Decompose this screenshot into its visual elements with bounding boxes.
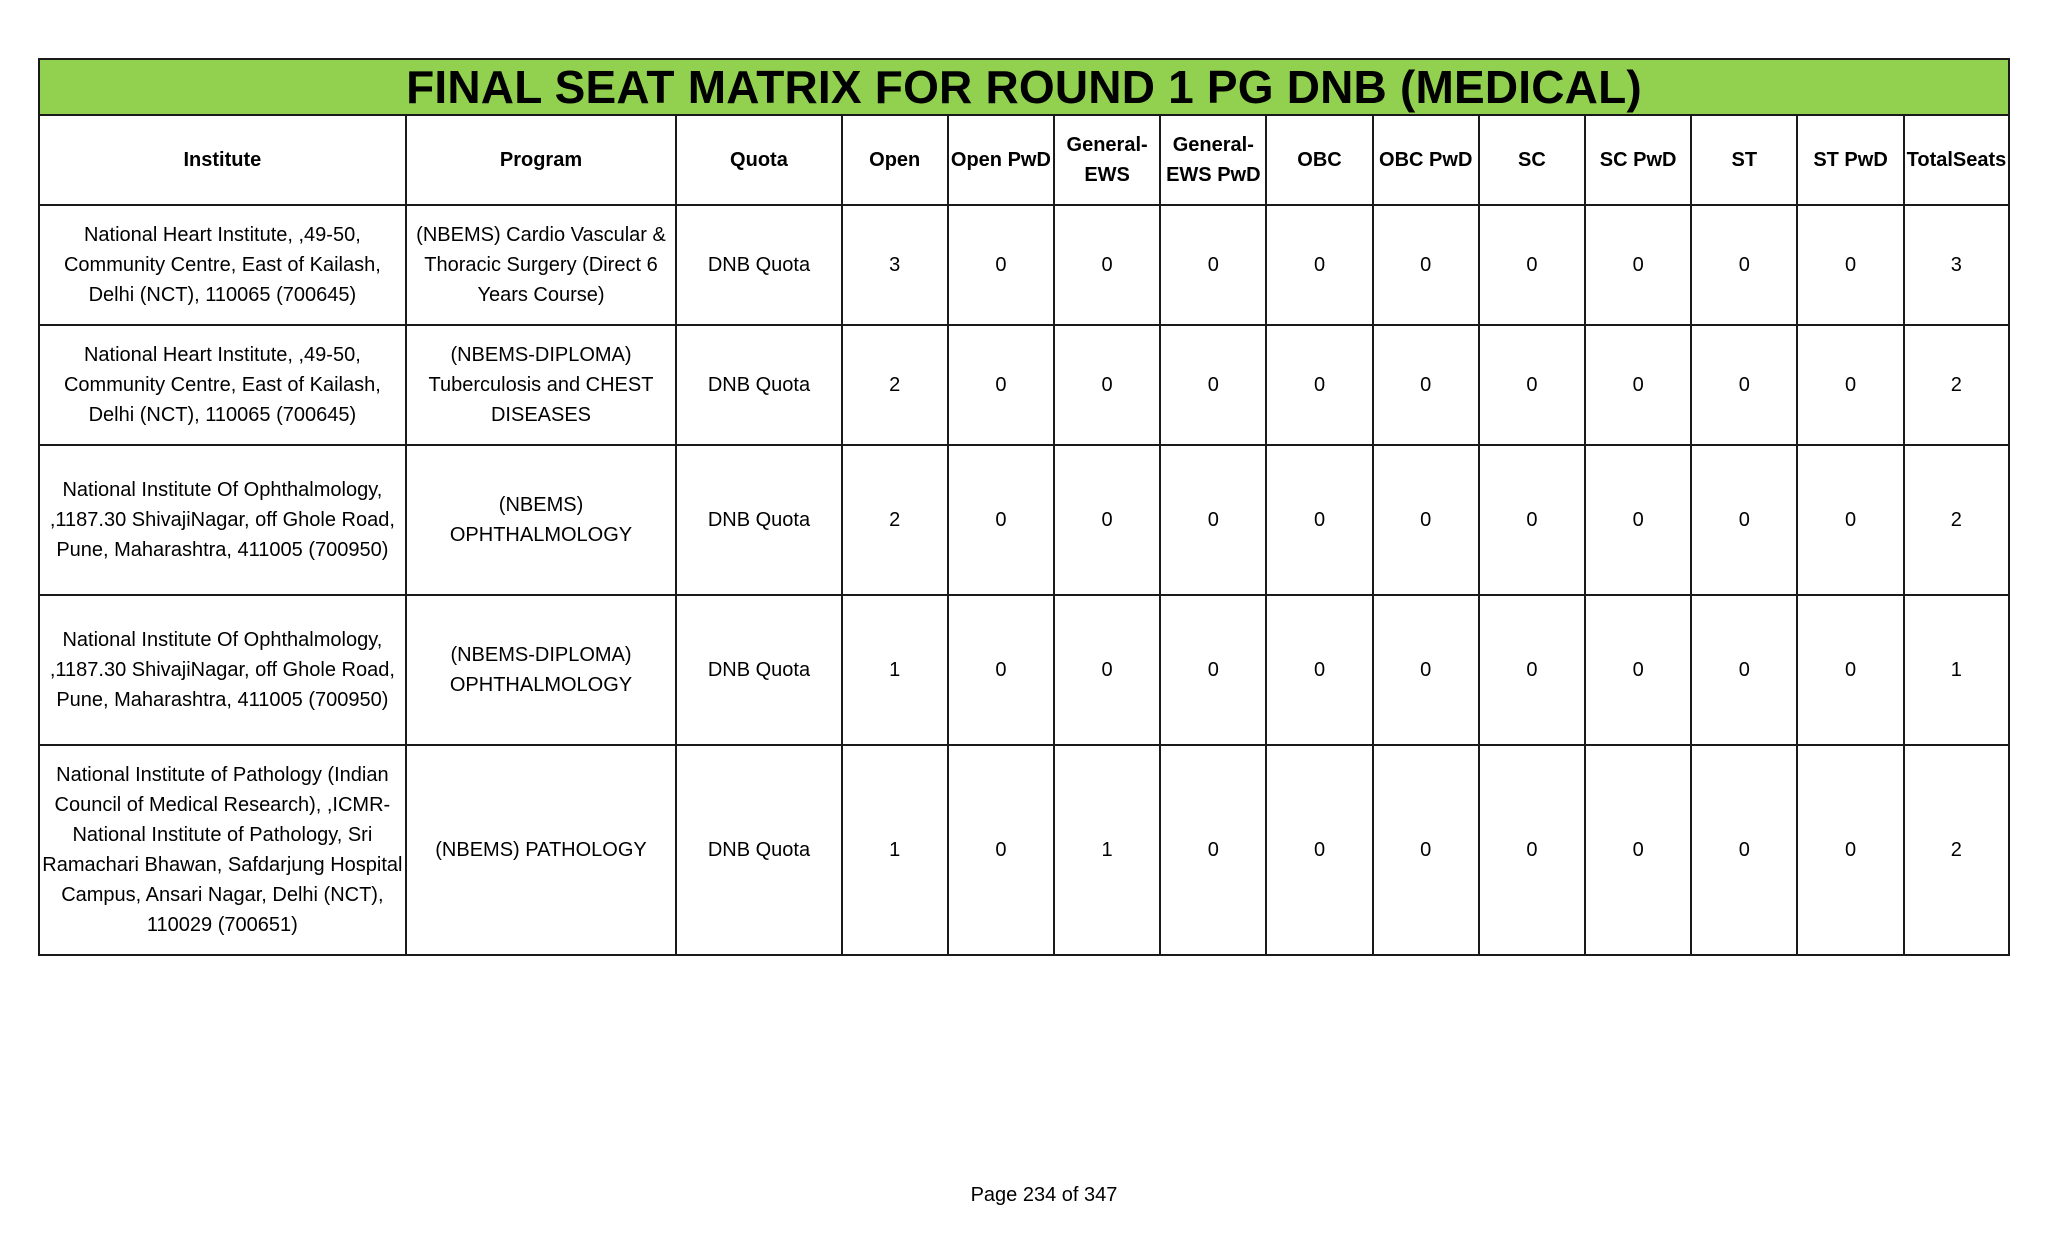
cell-obc-pwd: 0 — [1373, 445, 1479, 595]
cell-st: 0 — [1691, 445, 1797, 595]
cell-open: 2 — [842, 445, 948, 595]
cell-st: 0 — [1691, 325, 1797, 445]
column-header-sc-pwd: SC PwD — [1585, 115, 1691, 205]
cell-program: (NBEMS-DIPLOMA) Tuberculosis and CHEST DISEASES — [406, 325, 677, 445]
page-number: Page 234 of 347 — [970, 1184, 1118, 1206]
cell-open: 3 — [842, 205, 948, 325]
column-header-st-pwd: ST PwD — [1797, 115, 1903, 205]
cell-institute: National Institute of Pathology (Indian Council of Medical Research), ,ICMR-National Institute of Pathology, Sri Ramachari Bhawan, Safdarjung Hospital Campus, Ansari Nagar, Delhi (NCT), 110029 (700651) — [39, 745, 406, 955]
cell-st-pwd: 0 — [1797, 745, 1903, 955]
cell-total-seats: 2 — [1904, 445, 2009, 595]
cell-open-pwd: 0 — [948, 205, 1054, 325]
cell-institute: National Heart Institute, ,49-50, Community Centre, East of Kailash, Delhi (NCT), 110065 (700645) — [39, 325, 406, 445]
cell-obc: 0 — [1266, 445, 1372, 595]
cell-general-ews-pwd: 0 — [1160, 595, 1266, 745]
cell-st-pwd: 0 — [1797, 595, 1903, 745]
cell-open-pwd: 0 — [948, 595, 1054, 745]
cell-sc: 0 — [1479, 745, 1585, 955]
column-header-obc: OBC — [1266, 115, 1372, 205]
cell-general-ews-pwd: 0 — [1160, 445, 1266, 595]
table-row — [39, 325, 2009, 445]
cell-open: 1 — [842, 745, 948, 955]
cell-program: (NBEMS) Cardio Vascular & Thoracic Surgery (Direct 6 Years Course) — [406, 205, 677, 325]
cell-obc: 0 — [1266, 745, 1372, 955]
cell-open-pwd: 0 — [948, 325, 1054, 445]
cell-program: (NBEMS-DIPLOMA) OPHTHALMOLOGY — [406, 595, 677, 745]
column-header-obc-pwd: OBC PwD — [1373, 115, 1479, 205]
cell-general-ews: 0 — [1054, 595, 1160, 745]
cell-obc: 0 — [1266, 325, 1372, 445]
cell-general-ews-pwd: 0 — [1160, 325, 1266, 445]
cell-quota: DNB Quota — [676, 205, 841, 325]
column-header-institute: Institute — [39, 115, 406, 205]
cell-sc: 0 — [1479, 445, 1585, 595]
cell-sc-pwd: 0 — [1585, 595, 1691, 745]
cell-program: (NBEMS) OPHTHALMOLOGY — [406, 445, 677, 595]
cell-institute: National Heart Institute, ,49-50, Community Centre, East of Kailash, Delhi (NCT), 110065 (700645) — [39, 205, 406, 325]
column-header-program: Program — [406, 115, 677, 205]
seat-matrix-table — [38, 58, 2010, 956]
cell-general-ews-pwd: 0 — [1160, 205, 1266, 325]
column-header-sc: SC — [1479, 115, 1585, 205]
cell-total-seats: 3 — [1904, 205, 2009, 325]
table-row — [39, 445, 2009, 595]
column-header-total-seats: TotalSeats — [1904, 115, 2009, 205]
cell-quota: DNB Quota — [676, 445, 841, 595]
cell-st-pwd: 0 — [1797, 205, 1903, 325]
cell-open: 1 — [842, 595, 948, 745]
cell-st: 0 — [1691, 595, 1797, 745]
cell-sc-pwd: 0 — [1585, 325, 1691, 445]
cell-st-pwd: 0 — [1797, 445, 1903, 595]
cell-sc-pwd: 0 — [1585, 205, 1691, 325]
column-header-general-ews: General-EWS — [1054, 115, 1160, 205]
cell-general-ews: 1 — [1054, 745, 1160, 955]
table-row — [39, 745, 2009, 955]
cell-sc: 0 — [1479, 595, 1585, 745]
column-header-st: ST — [1691, 115, 1797, 205]
cell-open-pwd: 0 — [948, 445, 1054, 595]
cell-open: 2 — [842, 325, 948, 445]
cell-obc-pwd: 0 — [1373, 595, 1479, 745]
column-header-open: Open — [842, 115, 948, 205]
cell-obc-pwd: 0 — [1373, 325, 1479, 445]
cell-sc: 0 — [1479, 325, 1585, 445]
cell-quota: DNB Quota — [676, 595, 841, 745]
cell-quota: DNB Quota — [676, 745, 841, 955]
cell-st: 0 — [1691, 205, 1797, 325]
cell-open-pwd: 0 — [948, 745, 1054, 955]
cell-quota: DNB Quota — [676, 325, 841, 445]
cell-obc-pwd: 0 — [1373, 205, 1479, 325]
cell-obc-pwd: 0 — [1373, 745, 1479, 955]
table-row — [39, 595, 2009, 745]
cell-total-seats: 2 — [1904, 745, 2009, 955]
cell-institute: National Institute Of Ophthalmology, ,1187.30 ShivajiNagar, off Ghole Road, Pune, Maharashtra, 411005 (700950) — [39, 445, 406, 595]
cell-st: 0 — [1691, 745, 1797, 955]
cell-general-ews: 0 — [1054, 205, 1160, 325]
cell-program: (NBEMS) PATHOLOGY — [406, 745, 677, 955]
table-title: FINAL SEAT MATRIX FOR ROUND 1 PG DNB (MEDICAL) — [39, 59, 2009, 115]
cell-total-seats: 1 — [1904, 595, 2009, 745]
header-row — [39, 115, 2009, 205]
column-header-quota: Quota — [676, 115, 841, 205]
cell-sc: 0 — [1479, 205, 1585, 325]
column-header-general-ews-pwd: General-EWS PwD — [1160, 115, 1266, 205]
cell-general-ews-pwd: 0 — [1160, 745, 1266, 955]
column-header-open-pwd: Open PwD — [948, 115, 1054, 205]
title-row — [39, 59, 2009, 115]
cell-obc: 0 — [1266, 595, 1372, 745]
table-row — [39, 205, 2009, 325]
cell-general-ews: 0 — [1054, 325, 1160, 445]
cell-sc-pwd: 0 — [1585, 445, 1691, 595]
cell-st-pwd: 0 — [1797, 325, 1903, 445]
cell-sc-pwd: 0 — [1585, 745, 1691, 955]
cell-obc: 0 — [1266, 205, 1372, 325]
cell-total-seats: 2 — [1904, 325, 2009, 445]
cell-institute: National Institute Of Ophthalmology, ,1187.30 ShivajiNagar, off Ghole Road, Pune, Maharashtra, 411005 (700950) — [39, 595, 406, 745]
cell-general-ews: 0 — [1054, 445, 1160, 595]
